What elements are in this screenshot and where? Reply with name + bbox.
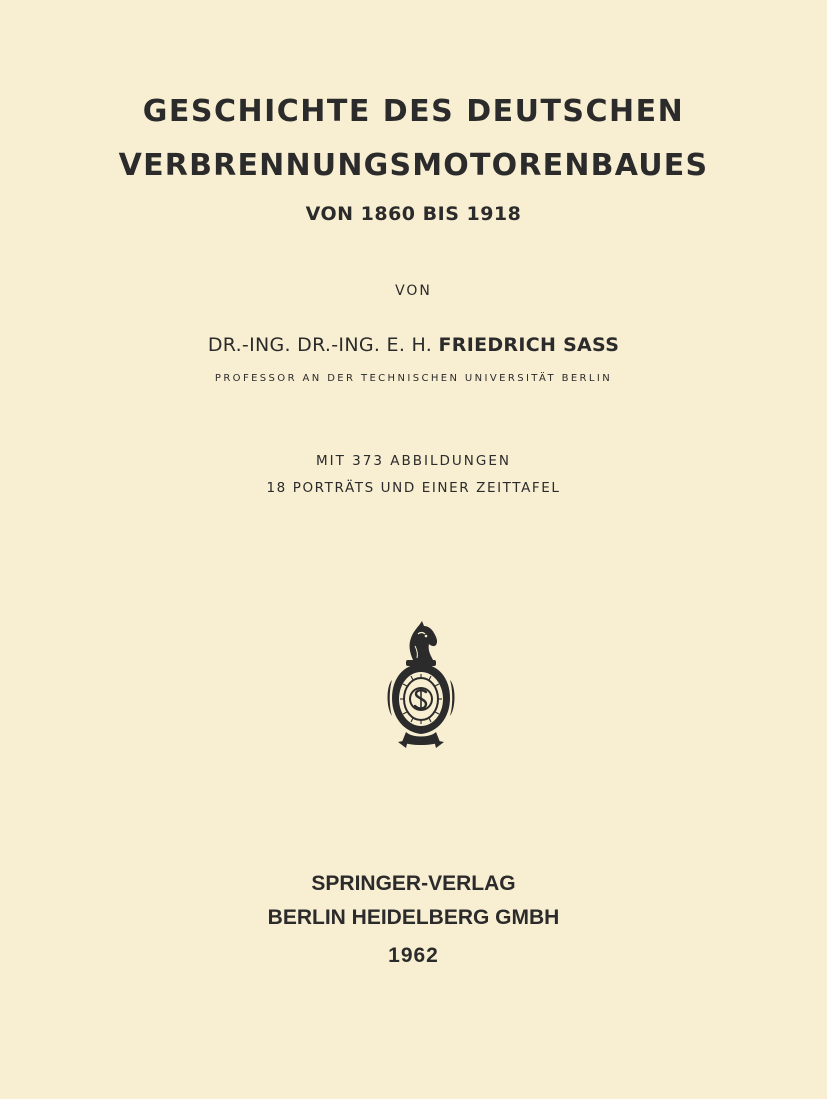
- author-line: [0, 334, 827, 356]
- illustrations-line-2: 18 PORTRÄTS UND EINER ZEITTAFEL: [266, 480, 561, 496]
- publication-year: 1962: [388, 944, 439, 967]
- title-line-1: GESCHICHTE DES DEUTSCHEN: [142, 94, 685, 129]
- publisher-name: SPRINGER-VERLAG: [311, 872, 516, 895]
- byline: VON: [395, 283, 432, 299]
- author-name: FRIEDRICH SASS: [438, 334, 620, 356]
- subtitle: VON 1860 BIS 1918: [305, 203, 522, 225]
- springer-horse-emblem-icon: [384, 620, 458, 750]
- author-affiliation: PROFESSOR AN DER TECHNISCHEN UNIVERSITÄT BERLIN: [214, 373, 613, 384]
- author-degrees: DR.-ING. DR.-ING. E. H.: [207, 334, 433, 356]
- publisher-location: BERLIN HEIDELBERG GMBH: [267, 906, 560, 929]
- illustrations-line-1: MIT 373 ABBILDUNGEN: [316, 453, 511, 469]
- title-line-2: VERBRENNUNGSMOTORENBAUES: [118, 148, 709, 183]
